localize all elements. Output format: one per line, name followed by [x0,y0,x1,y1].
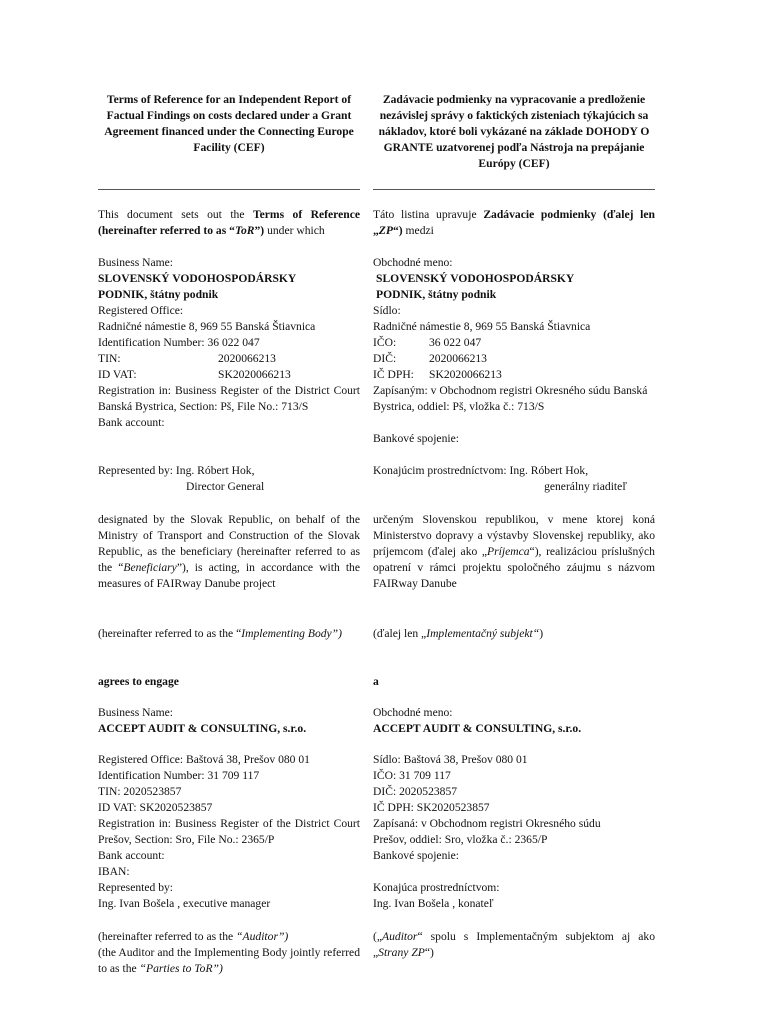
agrees-en-text: agrees to engage [98,675,179,688]
des-sk-c: “), realizáciou príslušných opatrení v rámci projektu spoločného záujmu s názvom FAIRway Danube [373,545,655,590]
close-en-parties: “Parties to ToR”) [139,962,223,975]
ben-en-office-label: Registered Office: [98,304,184,317]
ben-en-name-2: PODNIK, štátny podnik [98,288,219,301]
aud-en-name: ACCEPT AUDIT & CONSULTING, s.r.o. [98,722,307,735]
ben-en-registration: Registration in: Business Register of the District Court Banská Bystrica, Section: Pš, File No.: 713/S [98,384,360,413]
des-sk-a: určeným Slovenskou republikou, v mene ktorej koná Ministerstvo dopravy a výstavby Slovenskej republiky, ako príjemcom (ďalej ako „ [373,513,655,558]
ben-en-represented: Represented by: Ing. Róbert Hok, [98,464,255,477]
ben-en-address: Radničné námestie 8, 969 55 Banská Štiavnica [98,320,316,333]
title-divider-left [98,189,360,190]
aud-sk-icdph: IČ DPH: SK2020523857 [373,801,490,814]
impl-sk-body: Implementačný subjekt“ [426,627,540,640]
aud-en-vat: ID VAT: SK2020523857 [98,801,213,814]
ben-sk-bank: Bankové spojenie: [373,432,459,445]
aud-sk-represented: Konajúca prostredníctvom: [373,881,500,894]
close-en-auditor: “Auditor”) [236,930,289,943]
des-en-beneficiary: Beneficiary [123,561,177,574]
intro-sk-b: Zadávacie podmienky (ďalej len „ [373,208,655,237]
ben-sk-ico-label: IČO: [373,336,397,349]
ben-en-bank: Bank account: [98,416,165,429]
ben-en-name-1: SLOVENSKÝ VODOHOSPODÁRSKY [98,272,297,285]
ben-sk-office-label: Sídlo: [373,304,401,317]
title-slovak-text: Zadávacie podmienky na vypracovanie a predloženie nezávislej správy o faktických zisteniach týkajúcich sa nákladov, ktoré boli vykázané na základe DOHODY O GRANTE uzatvorenej podľa Nástroja na prepájanie Európy (CEF) [378,93,650,170]
aud-sk-registration-2: Prešov, oddiel: Sro, vložka č.: 2365/P [373,833,548,846]
intro-en-b: Terms of Reference (hereinafter referred to as “ [98,208,360,237]
close-en-a: (hereinafter referred to as the [98,930,237,943]
ben-en-role: Director General [186,480,265,493]
implementing-english [98,626,360,642]
aud-en-tin: TIN: 2020523857 [98,785,182,798]
ben-sk-address: Radničné námestie 8, 969 55 Banská Štiavnica [373,320,591,333]
intro-sk-e: medzi [402,224,434,237]
auditor-english-name [98,705,360,737]
aud-sk-name: ACCEPT AUDIT & CONSULTING, s.r.o. [373,722,582,735]
title-slovak [373,92,655,172]
ben-sk-registration: Zapísaným: v Obchodnom registri Okresného súdu Banská Bystrica, oddiel: Pš, vložka č.: 713/S [373,384,648,413]
impl-sk-c: ) [539,627,544,640]
close-sk-auditor: Auditor [382,930,418,943]
aud-sk-registration-1: Zapísaná: v Obchodnom registri Okresného súdu [373,817,601,830]
des-en-a: designated by the Slovak Republic, on behalf of the Ministry of Transport and Construction of the Slovak Republic, as the beneficiary (hereinafter referred to as the “ [98,513,360,574]
aud-en-registration: Registration in: Business Register of the District Court Prešov, Section: Sro, File No.: 2365/P [98,817,360,846]
ben-sk-icdph-label: IČ DPH: [373,368,414,381]
ben-sk-ico-value: 36 022 047 [429,336,482,349]
close-en-c: (the Auditor and the Implementing Body jointly referred to as the [98,946,360,975]
designation-english [98,512,360,592]
aud-sk-ico: IČO: 31 709 117 [373,769,451,782]
intro-sk-a: Táto listina upravuje [373,208,484,221]
ben-sk-represented: Konajúcim prostredníctvom: Ing. Róbert Hok, [373,464,589,477]
intro-sk-d: “) [392,224,403,237]
aud-en-name-label: Business Name: [98,706,174,719]
ben-en-id: Identification Number: 36 022 047 [98,336,260,349]
aud-en-represented: Represented by: [98,881,174,894]
aud-en-office: Registered Office: Baštová 38, Prešov 080 01 [98,753,310,766]
ben-sk-role: generálny riaditeľ [544,480,627,493]
beneficiary-english [98,255,360,431]
impl-en-body: Implementing Body”) [241,627,342,640]
agrees-english [98,674,360,690]
ben-sk-name-label: Obchodné meno: [373,256,453,269]
auditor-slovak-rep [373,880,655,912]
intro-en-a: This document sets out the [98,208,253,221]
aud-en-person: Ing. Ivan Bošela , executive manager [98,897,271,910]
agrees-slovak [373,674,655,690]
intro-en-e: under which [264,224,325,237]
ben-en-name-label: Business Name: [98,256,174,269]
ben-en-tin-value: 2020066213 [218,352,276,365]
intro-en-d: ”) [254,224,265,237]
aud-sk-dic: DIČ: 2020523857 [373,785,458,798]
closing-slovak [373,929,655,961]
aud-sk-person: Ing. Ivan Bošela , konateľ [373,897,494,910]
title-divider-right [373,189,655,190]
close-sk-strany: Strany ZP [378,946,425,959]
aud-en-bank: Bank account: [98,849,165,862]
beneficiary-slovak [373,255,655,447]
des-sk-prijemca: Príjemca [487,545,530,558]
ben-sk-representative [373,463,655,495]
ben-sk-dic-value: 2020066213 [429,352,487,365]
aud-en-id: Identification Number: 31 709 117 [98,769,260,782]
intro-slovak [373,207,655,239]
closing-english [98,929,360,977]
ben-en-representative [98,463,360,495]
ben-sk-name-2: PODNIK, štátny podnik [376,288,497,301]
aud-sk-bank: Bankové spojenie: [373,849,459,862]
designation-slovak [373,512,655,592]
title-english-text: Terms of Reference for an Independent Report of Factual Findings on costs declared under a Grant Agreement financed under the Connecting Europe Facility (CEF) [104,93,354,154]
impl-sk-a: (ďalej len „ [373,627,427,640]
implementing-slovak [373,626,655,642]
aud-en-iban: IBAN: [98,865,130,878]
ben-en-tin-label: TIN: [98,352,121,365]
ben-en-vat-value: SK2020066213 [218,368,291,381]
ben-sk-icdph-value: SK2020066213 [429,368,502,381]
aud-sk-office: Sídlo: Baštová 38, Prešov 080 01 [373,753,528,766]
des-en-c: ”), is acting, in accordance with the measures of FAIRway Danube project [98,561,360,590]
intro-sk-zp: ZP [378,224,393,237]
aud-sk-name-label: Obchodné meno: [373,706,453,719]
impl-en-a: (hereinafter referred to as the “ [98,627,242,640]
ben-sk-dic-label: DIČ: [373,352,397,365]
close-sk-e: “) [424,946,434,959]
close-sk-a: („ [373,930,383,943]
ben-sk-name-1: SLOVENSKÝ VODOHOSPODÁRSKY [376,272,575,285]
auditor-slovak-details [373,752,655,864]
agrees-sk-text: a [373,675,379,688]
close-sk-c: “ spolu s Implementačným subjektom aj ako „ [373,930,655,959]
ben-en-vat-label: ID VAT: [98,368,137,381]
auditor-slovak-name [373,705,655,737]
intro-english [98,207,360,239]
auditor-english-details [98,752,360,912]
intro-en-tor: ToR [234,224,255,237]
title-english [98,92,360,156]
